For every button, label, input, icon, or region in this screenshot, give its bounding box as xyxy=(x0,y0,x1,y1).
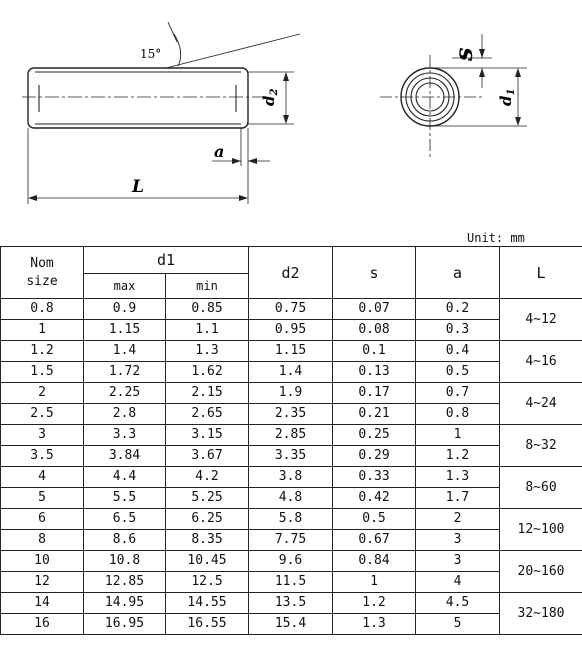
cell-min: 5.25 xyxy=(166,488,249,509)
cell-min: 3.67 xyxy=(166,446,249,467)
table-row xyxy=(1,299,582,320)
cell-max: 2.25 xyxy=(84,383,166,404)
header-nom-size: Nom size xyxy=(1,247,84,299)
cell-s: 0.21 xyxy=(333,404,416,425)
cell-L-range: 4~16 xyxy=(500,341,582,383)
header-d1-min: min xyxy=(166,274,249,299)
cell-min: 1.3 xyxy=(166,341,249,362)
cell-a: 0.4 xyxy=(416,341,500,362)
cell-d2: 1.9 xyxy=(249,383,333,404)
cell-max: 8.6 xyxy=(84,530,166,551)
spec-table-body xyxy=(1,299,582,635)
cell-d2: 5.8 xyxy=(249,509,333,530)
cell-min: 16.55 xyxy=(166,614,249,635)
cell-L-range: 4~12 xyxy=(500,299,582,341)
cell-d2: 13.5 xyxy=(249,593,333,614)
cell-nom: 4 xyxy=(1,467,84,488)
cell-max: 1.4 xyxy=(84,341,166,362)
L-label: L xyxy=(132,177,144,197)
header-d1: d1 xyxy=(84,247,249,274)
table-row xyxy=(1,593,582,614)
cell-min: 1.62 xyxy=(166,362,249,383)
cell-max: 5.5 xyxy=(84,488,166,509)
cell-s: 0.84 xyxy=(333,551,416,572)
cell-s: 1 xyxy=(333,572,416,593)
cell-s: 0.07 xyxy=(333,299,416,320)
table-row xyxy=(1,614,582,635)
cell-s: 0.08 xyxy=(333,320,416,341)
cell-max: 2.8 xyxy=(84,404,166,425)
table-row xyxy=(1,383,582,404)
header-row xyxy=(1,247,582,274)
cell-d2: 2.85 xyxy=(249,425,333,446)
cell-a: 0.2 xyxy=(416,299,500,320)
cell-d2: 7.75 xyxy=(249,530,333,551)
cell-max: 10.8 xyxy=(84,551,166,572)
cell-d2: 0.75 xyxy=(249,299,333,320)
header-L: L xyxy=(500,247,582,299)
d2-label: $d_2$ xyxy=(260,88,280,106)
cell-a: 0.3 xyxy=(416,320,500,341)
d1-label: $d_1$ xyxy=(497,88,517,106)
cell-max: 1.15 xyxy=(84,320,166,341)
cell-d2: 1.4 xyxy=(249,362,333,383)
cell-min: 2.65 xyxy=(166,404,249,425)
cell-a: 1 xyxy=(416,425,500,446)
header-s: s xyxy=(333,247,416,299)
table-row xyxy=(1,425,582,446)
cell-a: 5 xyxy=(416,614,500,635)
cell-a: 3 xyxy=(416,551,500,572)
angle-label: 15° xyxy=(140,47,162,61)
cell-a: 0.8 xyxy=(416,404,500,425)
cell-min: 3.15 xyxy=(166,425,249,446)
cell-max: 4.4 xyxy=(84,467,166,488)
table-row xyxy=(1,551,582,572)
cell-s: 0.67 xyxy=(333,530,416,551)
cell-s: 0.42 xyxy=(333,488,416,509)
cell-a: 3 xyxy=(416,530,500,551)
a-label: a xyxy=(214,142,225,161)
cell-max: 0.9 xyxy=(84,299,166,320)
cell-nom: 3.5 xyxy=(1,446,84,467)
spec-table xyxy=(0,246,582,635)
cell-s: 0.33 xyxy=(333,467,416,488)
cell-L-range: 8~32 xyxy=(500,425,582,467)
cell-min: 0.85 xyxy=(166,299,249,320)
header-d1-max: max xyxy=(84,274,166,299)
cell-nom: 14 xyxy=(1,593,84,614)
cell-min: 4.2 xyxy=(166,467,249,488)
cell-d2: 2.35 xyxy=(249,404,333,425)
cell-d2: 3.35 xyxy=(249,446,333,467)
cell-a: 1.3 xyxy=(416,467,500,488)
cell-a: 4.5 xyxy=(416,593,500,614)
cell-s: 0.17 xyxy=(333,383,416,404)
table-row xyxy=(1,341,582,362)
cell-s: 1.2 xyxy=(333,593,416,614)
cell-L-range: 4~24 xyxy=(500,383,582,425)
table-row xyxy=(1,446,582,467)
table-row xyxy=(1,467,582,488)
cell-max: 16.95 xyxy=(84,614,166,635)
cell-min: 8.35 xyxy=(166,530,249,551)
cell-d2: 11.5 xyxy=(249,572,333,593)
cell-a: 1.7 xyxy=(416,488,500,509)
cell-d2: 0.95 xyxy=(249,320,333,341)
cell-nom: 12 xyxy=(1,572,84,593)
cell-nom: 1.5 xyxy=(1,362,84,383)
header-d2: d2 xyxy=(249,247,333,299)
cell-nom: 2.5 xyxy=(1,404,84,425)
table-row xyxy=(1,362,582,383)
table-row xyxy=(1,320,582,341)
cell-d2: 3.8 xyxy=(249,467,333,488)
cell-L-range: 8~60 xyxy=(500,467,582,509)
cell-a: 2 xyxy=(416,509,500,530)
cell-max: 6.5 xyxy=(84,509,166,530)
cell-a: 4 xyxy=(416,572,500,593)
cell-max: 14.95 xyxy=(84,593,166,614)
cell-nom: 5 xyxy=(1,488,84,509)
header-a: a xyxy=(416,247,500,299)
cell-a: 0.5 xyxy=(416,362,500,383)
cell-a: 1.2 xyxy=(416,446,500,467)
cell-nom: 2 xyxy=(1,383,84,404)
cell-L-range: 32~180 xyxy=(500,593,582,635)
cell-max: 1.72 xyxy=(84,362,166,383)
cell-d2: 15.4 xyxy=(249,614,333,635)
cell-min: 10.45 xyxy=(166,551,249,572)
cell-s: 0.13 xyxy=(333,362,416,383)
cell-nom: 3 xyxy=(1,425,84,446)
cell-d2: 1.15 xyxy=(249,341,333,362)
cell-nom: 8 xyxy=(1,530,84,551)
table-row xyxy=(1,509,582,530)
cell-a: 0.7 xyxy=(416,383,500,404)
s-label: s xyxy=(449,47,478,61)
cell-nom: 10 xyxy=(1,551,84,572)
cell-s: 0.1 xyxy=(333,341,416,362)
cell-s: 0.29 xyxy=(333,446,416,467)
cell-min: 14.55 xyxy=(166,593,249,614)
cell-nom: 1.2 xyxy=(1,341,84,362)
table-row xyxy=(1,488,582,509)
cell-max: 3.84 xyxy=(84,446,166,467)
table-row xyxy=(1,530,582,551)
unit-label: Unit: mm xyxy=(467,231,525,245)
cell-nom: 0.8 xyxy=(1,299,84,320)
cell-min: 1.1 xyxy=(166,320,249,341)
cell-L-range: 20~160 xyxy=(500,551,582,593)
cell-d2: 4.8 xyxy=(249,488,333,509)
cell-nom: 6 xyxy=(1,509,84,530)
cell-min: 6.25 xyxy=(166,509,249,530)
cell-max: 3.3 xyxy=(84,425,166,446)
cell-L-range: 12~100 xyxy=(500,509,582,551)
cell-s: 1.3 xyxy=(333,614,416,635)
table-row xyxy=(1,572,582,593)
cell-s: 0.5 xyxy=(333,509,416,530)
cell-min: 12.5 xyxy=(166,572,249,593)
cell-nom: 1 xyxy=(1,320,84,341)
cell-s: 0.25 xyxy=(333,425,416,446)
cell-max: 12.85 xyxy=(84,572,166,593)
cell-min: 2.15 xyxy=(166,383,249,404)
cell-nom: 16 xyxy=(1,614,84,635)
cell-d2: 9.6 xyxy=(249,551,333,572)
table-row xyxy=(1,404,582,425)
pin-technical-drawing xyxy=(0,0,582,232)
